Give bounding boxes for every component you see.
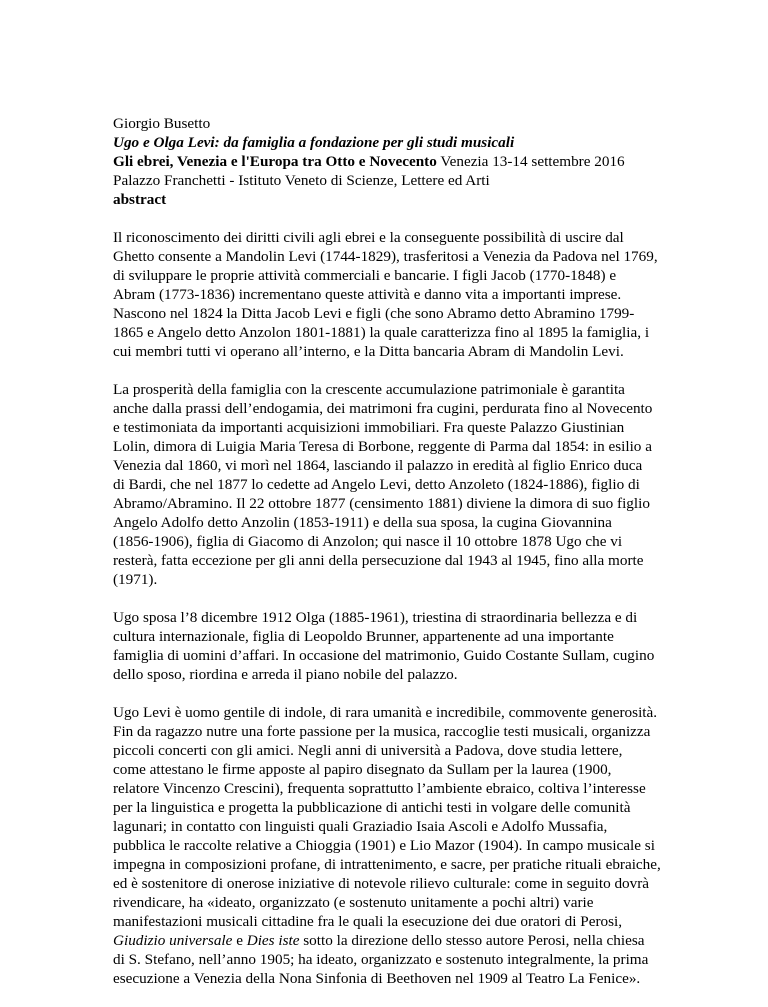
text-line: piccoli concerti con gli amici. Negli anni di università a Padova, dove studia lettere, — [113, 742, 623, 759]
text-line: Ugo sposa l’8 dicembre 1912 Olga (1885-1961), triestina di straordinaria bellezza e di — [113, 609, 638, 626]
oratorio-title: Dies iste — [246, 932, 300, 949]
abstract-label: abstract — [113, 191, 167, 208]
text-line: come attestano le firme apposte al papiro disegnato da Sullam per la laurea (1900, — [113, 761, 612, 778]
text-line: Abram (1773-1836) incrementano queste attività e danno vita a importanti imprese. — [113, 286, 622, 303]
text-line: di sviluppare le proprie attività commerciali e bancarie. I figli Jacob (1770-1848) e — [113, 267, 617, 284]
text-line: Ugo Levi è uomo gentile di indole, di rara umanità e incredibile, commovente generosità. — [113, 704, 658, 721]
text-line: (1971). — [113, 571, 158, 588]
text-line: (1856-1906), figlia di Giacomo di Anzolon; qui nasce il 10 ottobre 1878 Ugo che vi — [113, 533, 623, 550]
conference-name: Gli ebrei, Venezia e l'Europa tra Otto e Novecento — [113, 153, 437, 170]
text-line: pubblica le raccolte relative a Chioggia (1901) e Lio Mazor (1904). In campo musicale si — [113, 837, 655, 854]
text-line: manifestazioni musicali cittadine fra le quali la esecuzione dei due oratori di Perosi, — [113, 913, 623, 930]
conference-line — [113, 152, 669, 171]
text-line: cultura internazionale, figlia di Leopoldo Brunner, appartenente ad una importante — [113, 628, 614, 645]
text-line: esecuzione a Venezia della Nona Sinfonia di Beethoven nel 1909 al Teatro La Fenice». — [113, 970, 641, 987]
text-line: cui membri tutti vi operano all’interno, e la Ditta bancaria Abram di Mandolin Levi. — [113, 343, 624, 360]
text-line: Lolin, dimora di Luigia Maria Teresa di Borbone, reggente di Parma dal 1854: in esilio a — [113, 438, 652, 455]
text-line: famiglia di uomini d’affari. In occasione del matrimonio, Guido Costante Sullam, cugino — [113, 647, 655, 664]
text-line: Venezia dal 1860, vi morì nel 1864, lasciando il palazzo in eredità al figlio Enrico duca — [113, 457, 643, 474]
paragraph-1 — [113, 228, 669, 361]
text-line: rivendicare, ha «ideato, organizzato (e sostenuto unitamente a pochi altri) varie — [113, 894, 594, 911]
text-line: di S. Stefano, nell’anno 1905; ha ideato, organizzato e sostenuto integralmente, la prima — [113, 951, 649, 968]
text-line-mixed — [113, 931, 669, 950]
document-content — [113, 114, 669, 1007]
paragraph-4 — [113, 703, 669, 988]
text-line: dello sposo, riordina e arreda il piano nobile del palazzo. — [113, 666, 458, 683]
text-line: Ghetto consente a Mandolin Levi (1744-1829), trasferitosi a Venezia da Padova nel 1769, — [113, 248, 658, 265]
document-title: Ugo e Olga Levi: da famiglia a fondazione per gli studi musicali — [113, 134, 515, 151]
text-line: Fin da ragazzo nutre una forte passione per la musica, raccoglie testi musicali, organizza — [113, 723, 651, 740]
conference-dates: Venezia 13-14 settembre 2016 — [436, 153, 625, 170]
paragraph-2 — [113, 380, 669, 589]
text-line: impegna in composizioni profane, di intrattenimento, e sacre, per pratiche rituali ebraiche, — [113, 856, 661, 873]
text-line: 1865 e Angelo detto Anzolon 1801-1881) la quale caratterizza fino al 1895 la famiglia, i — [113, 324, 650, 341]
text-line: Abramo/Abramino. Il 22 ottobre 1877 (censimento 1881) diviene la dimora di suo figlio — [113, 495, 650, 512]
text-line: lagunari; in contatto con linguisti quali Graziadio Isaia Ascoli e Adolfo Mussafia, — [113, 818, 608, 835]
text-line: e testimoniata da importanti acquisizioni immobiliari. Fra queste Palazzo Giustinian — [113, 419, 625, 436]
text-line: resterà, fatta eccezione per gli anni della persecuzione dal 1943 al 1945, fino alla morte — [113, 552, 644, 569]
text-line: La prosperità della famiglia con la crescente accumulazione patrimoniale è garantita — [113, 381, 625, 398]
line-text: sotto la direzione dello stesso autore Perosi, nella chiesa — [299, 932, 645, 949]
spacer — [113, 209, 669, 228]
text-line: Il riconoscimento dei diritti civili agli ebrei e la conseguente possibilità di uscire dal — [113, 229, 624, 246]
text-line: Nascono nel 1824 la Ditta Jacob Levi e figli (che sono Abramo detto Abramino 1799- — [113, 305, 635, 322]
text-line: di Bardi, che nel 1877 lo cedette ad Angelo Levi, detto Anzoleto (1824-1886), figlio di — [113, 476, 640, 493]
text-line: anche dalla prassi dell’endogamia, dei matrimoni fra cugini, perdurata fino al Novecento — [113, 400, 653, 417]
paragraph-3 — [113, 608, 669, 684]
oratorio-title: Giudizio universale — [113, 932, 233, 949]
text-line: Angelo Adolfo detto Anzolin (1853-1911) e della sua sposa, la cugina Giovannina — [113, 514, 612, 531]
connector-text: e — [232, 932, 247, 949]
venue-line: Palazzo Franchetti - Istituto Veneto di Scienze, Lettere ed Arti — [113, 172, 490, 189]
text-line: relatore Vincenzo Crescini), frequenta soprattutto l’ambiente ebraico, coltiva l’interesse — [113, 780, 646, 797]
author-name: Giorgio Busetto — [113, 115, 211, 132]
text-line: ed è sostenitore di onerose iniziative di notevole rilievo culturale: come in seguito dovrà — [113, 875, 650, 892]
text-line: per la linguistica e progetta la pubblicazione di antichi testi in volgare delle comunità — [113, 799, 631, 816]
